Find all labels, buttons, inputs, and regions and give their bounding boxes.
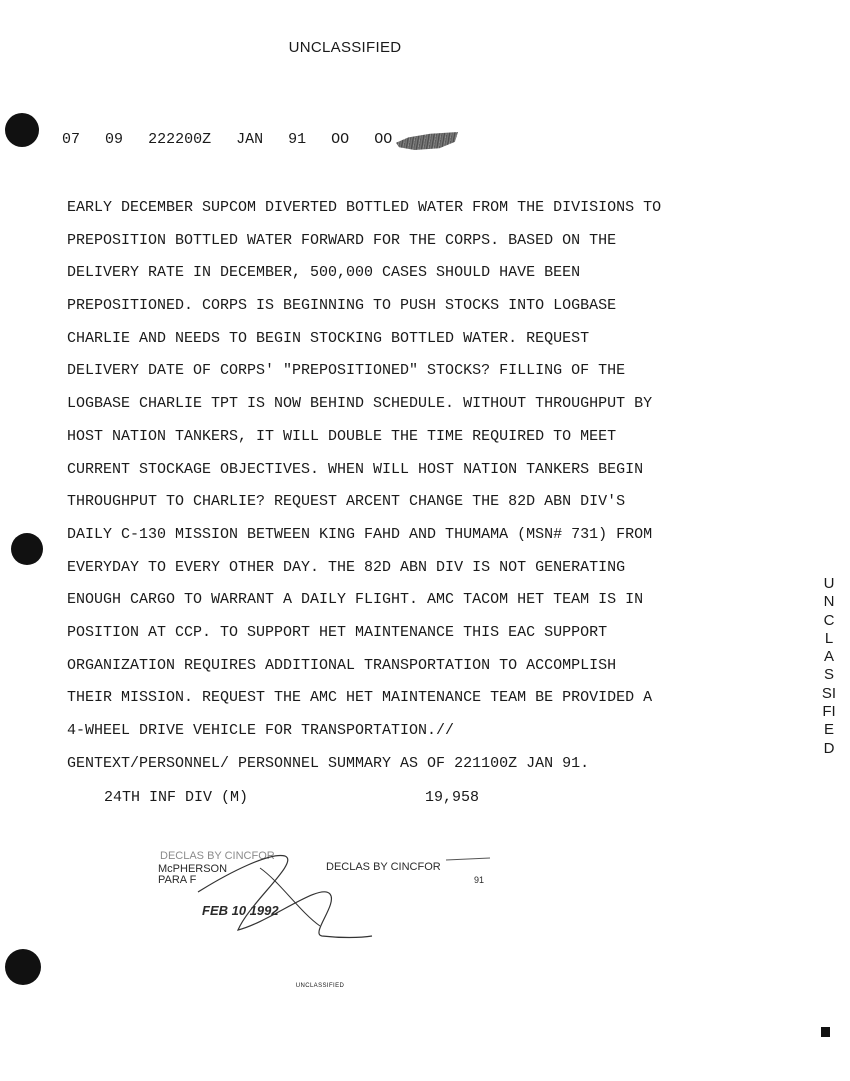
stamp-line: 91 — [474, 875, 485, 885]
dtg-field: 222200Z — [148, 131, 212, 148]
body-line: LOGBASE CHARLIE TPT IS NOW BEHIND SCHEDULE. WITHOUT THROUGHPUT BY — [67, 395, 653, 413]
side-letter: S — [823, 666, 834, 684]
punch-hole-middle — [11, 533, 43, 565]
stamp-date: FEB 10 1992 — [202, 903, 279, 918]
body-line: GENTEXT/PERSONNEL/ PERSONNEL SUMMARY AS OF 221100Z JAN 91. — [67, 754, 590, 772]
punch-hole-top — [5, 113, 39, 147]
side-letter: L — [824, 629, 834, 647]
dtg-field: 09 — [105, 131, 124, 148]
body-line: DELIVERY DATE OF CORPS' "PREPOSITIONED" STOCKS? FILLING OF THE — [67, 362, 626, 380]
body-line: THROUGHPUT TO CHARLIE? REQUEST ARCENT CHANGE THE 82D ABN DIV'S — [67, 493, 626, 511]
body-line: EVERYDAY TO EVERY OTHER DAY. THE 82D ABN DIV IS NOT GENERATING — [67, 558, 626, 576]
classification-header: UNCLASSIFIED — [288, 39, 402, 56]
side-letter: N — [823, 593, 835, 611]
body-line: DELIVERY RATE IN DECEMBER, 500,000 CASES SHOULD HAVE BEEN — [67, 264, 581, 282]
body-line: EARLY DECEMBER SUPCOM DIVERTED BOTTLED WATER FROM THE DIVISIONS TO — [67, 199, 662, 216]
stamp-line: McPHERSON — [158, 863, 228, 875]
body-line: PREPOSITIONED. CORPS IS BEGINNING TO PUSH STOCKS INTO LOGBASE — [67, 297, 617, 315]
body-line: ORGANIZATION REQUIRES ADDITIONAL TRANSPORTATION TO ACCOMPLISH — [67, 656, 617, 674]
stamp-line: DECLAS BY CINCFOR — [160, 850, 275, 862]
side-letter: A — [823, 648, 834, 666]
body-line: DAILY C-130 MISSION BETWEEN KING FAHD AND THUMAMA (MSN# 731) FROM — [67, 525, 653, 543]
side-letter: SI — [821, 684, 837, 702]
body-line: PREPOSITION BOTTLED WATER FORWARD FOR THE CORPS. BASED ON THE — [67, 231, 617, 249]
message-body — [67, 199, 661, 787]
body-line: 4-WHEEL DRIVE VEHICLE FOR TRANSPORTATION.// — [67, 722, 455, 739]
signature-icon — [150, 842, 510, 952]
body-line: THEIR MISSION. REQUEST THE AMC HET MAINTENANCE TEAM BE PROVIDED A — [67, 689, 653, 707]
scan-mark — [821, 1027, 830, 1037]
body-line: HOST NATION TANKERS, IT WILL DOUBLE THE TIME REQUIRED TO MEET — [67, 427, 617, 445]
date-time-group — [62, 131, 408, 148]
side-classification — [816, 575, 842, 758]
dtg-field: OO — [374, 131, 393, 148]
side-letter: E — [823, 721, 834, 739]
dtg-field: 07 — [62, 131, 81, 148]
body-line: CURRENT STOCKAGE OBJECTIVES. WHEN WILL HOST NATION TANKERS BEGIN — [67, 460, 644, 478]
classification-footer: UNCLASSIFIED — [295, 983, 345, 989]
body-line: CHARLIE AND NEEDS TO BEGIN STOCKING BOTTLED WATER. REQUEST — [67, 329, 590, 347]
stamp-line: PARA F — [158, 874, 197, 886]
dtg-field: 91 — [288, 131, 307, 148]
stamp-line: DECLAS BY CINCFOR — [326, 861, 441, 873]
summary-unit: 24TH INF DIV (M) — [104, 789, 249, 806]
body-line: ENOUGH CARGO TO WARRANT A DAILY FLIGHT. AMC TACOM HET TEAM IS IN — [67, 591, 644, 609]
side-letter: C — [823, 611, 835, 629]
dtg-field: OO — [331, 131, 350, 148]
summary-value: 19,958 — [425, 789, 480, 806]
body-line: POSITION AT CCP. TO SUPPORT HET MAINTENANCE THIS EAC SUPPORT — [67, 623, 608, 641]
side-letter: D — [823, 739, 835, 757]
side-letter: U — [823, 575, 835, 592]
declassification-stamp — [150, 842, 510, 952]
dtg-field: JAN — [236, 131, 264, 148]
side-letter: FI — [822, 703, 836, 721]
punch-hole-bottom — [5, 949, 41, 985]
